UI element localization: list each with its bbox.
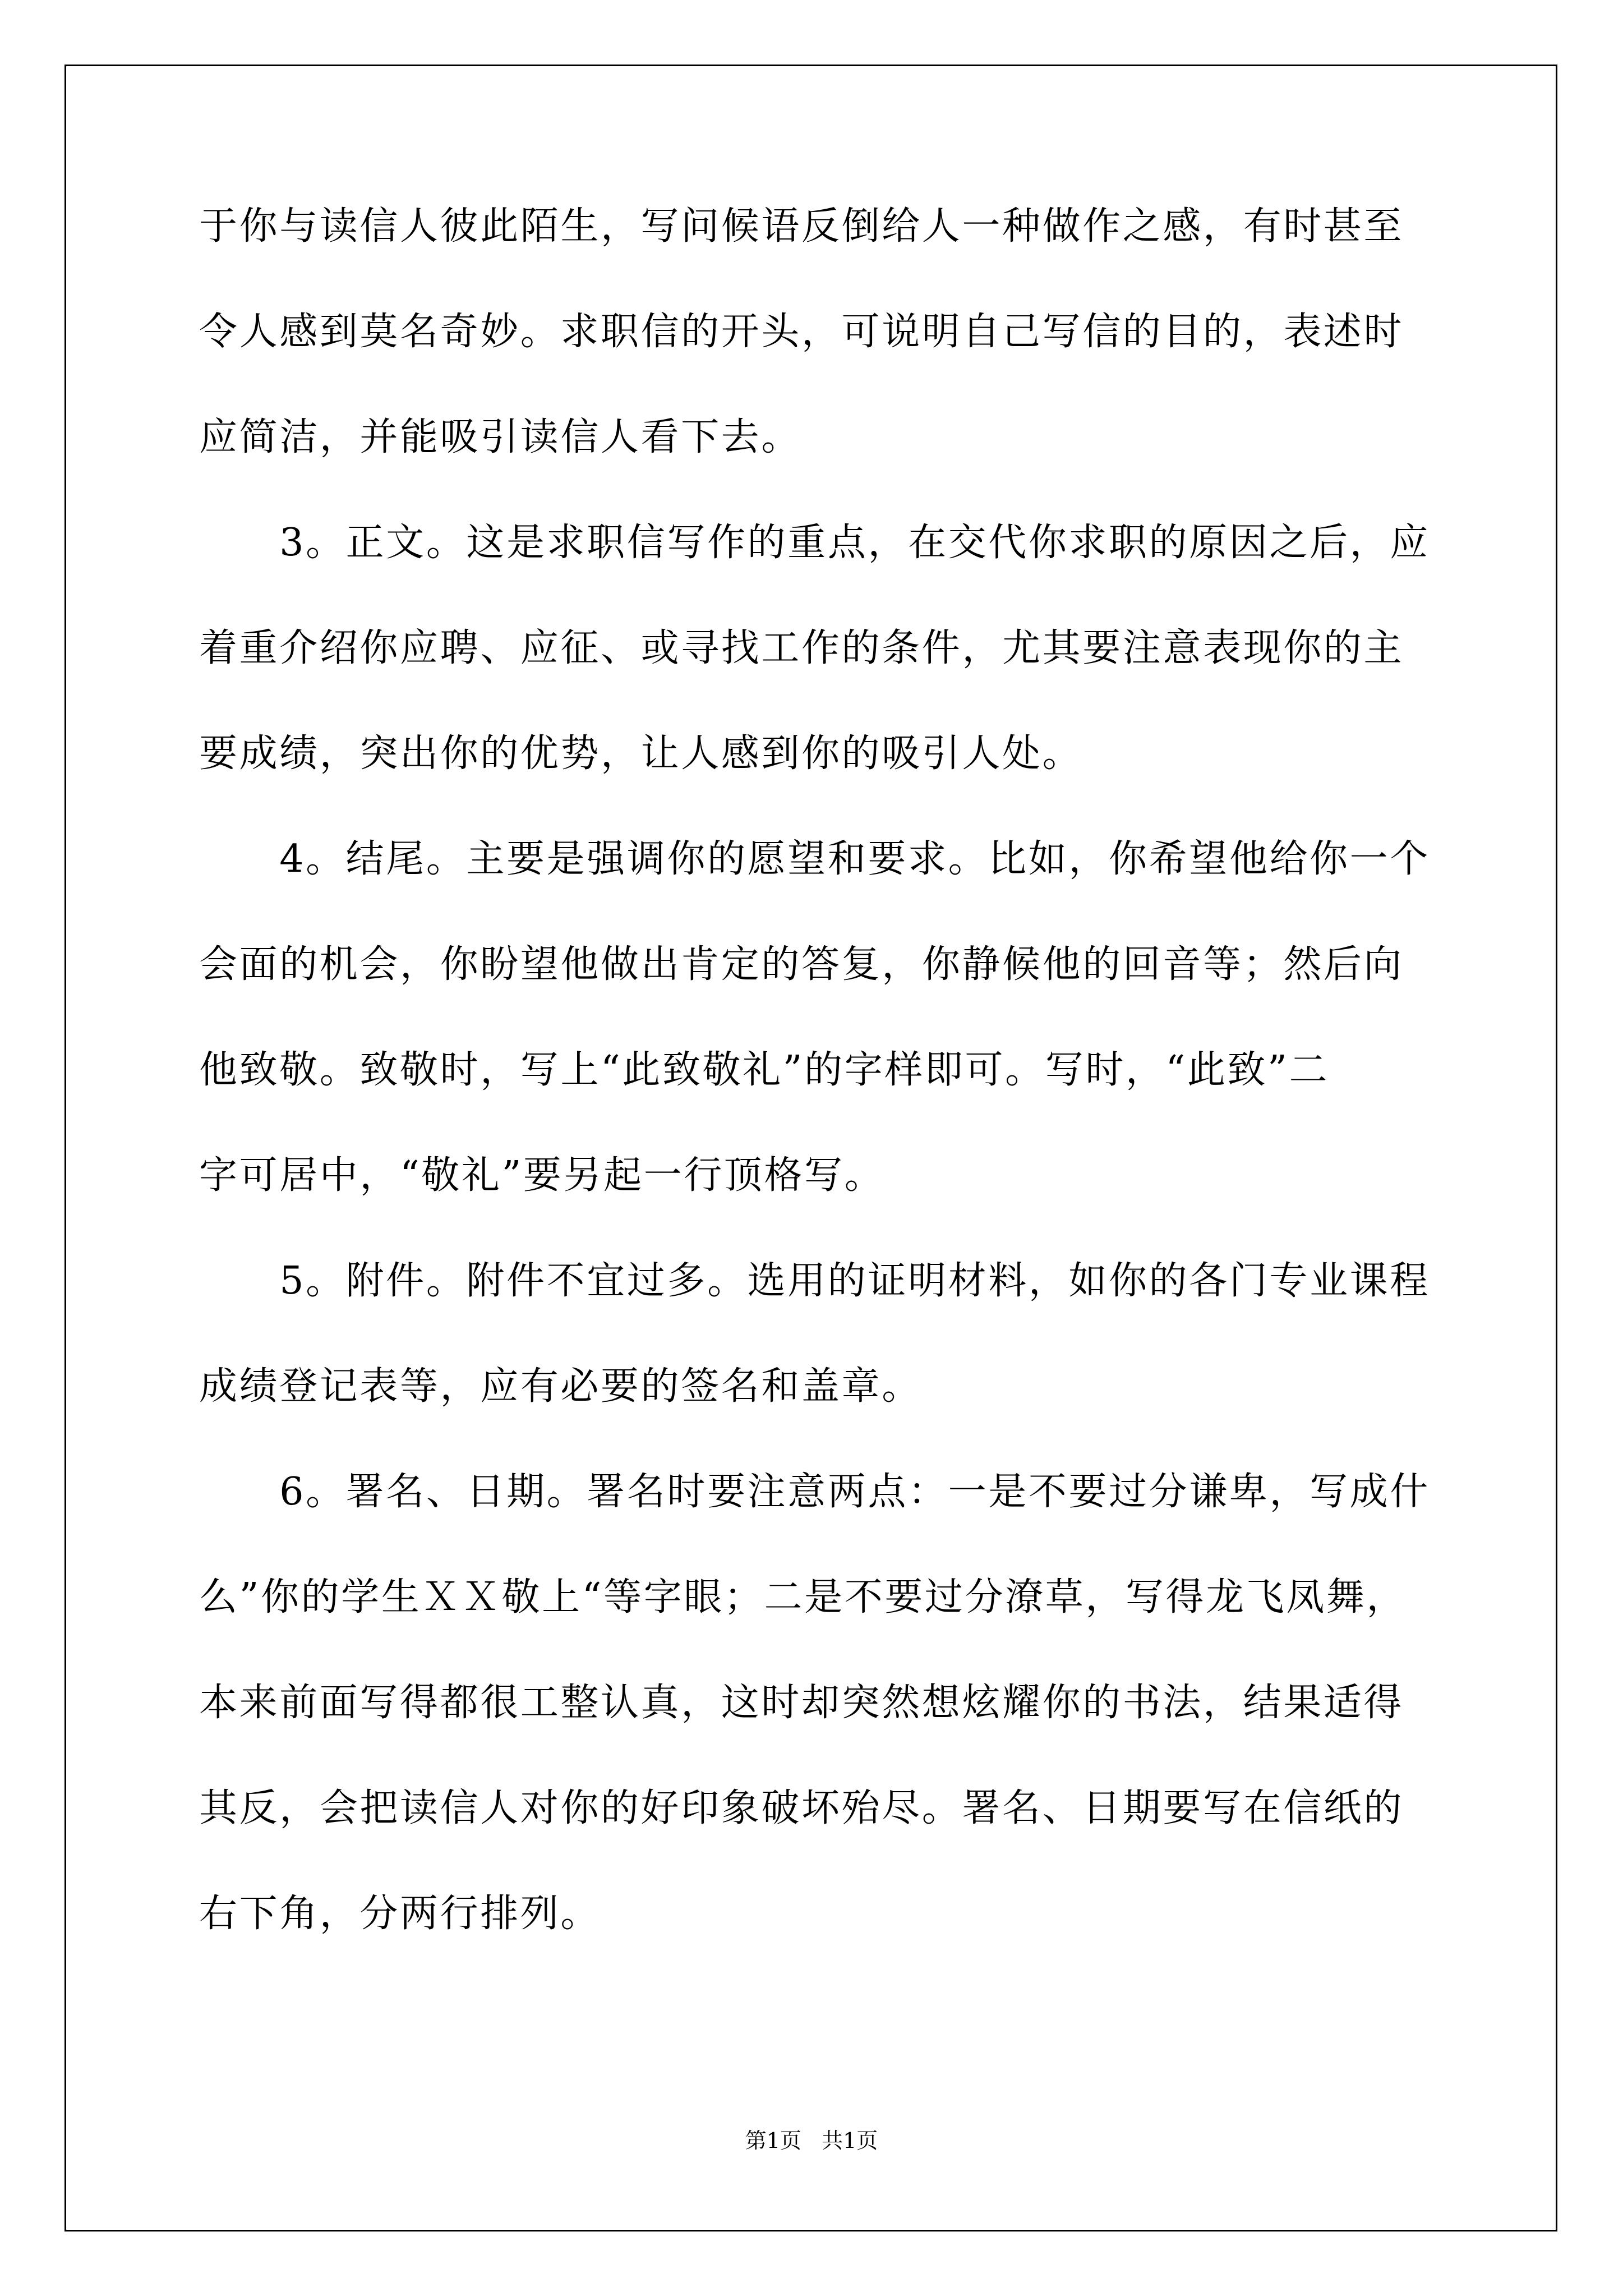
text-line: 6。署名、日期。署名时要注意两点：一是不要过分谦卑，写成什 (199, 1470, 1430, 1514)
page-number: 第1页 共1页 (745, 2128, 878, 2153)
text-line: 本来前面写得都很工整认真，这时却突然想炫耀你的书法，结果适得 (199, 1681, 1404, 1725)
text-line: 3。正文。这是求职信写作的重点，在交代你求职的原因之后，应 (199, 521, 1430, 565)
text-line: 令人感到莫名奇妙。求职信的开头，可说明自己写信的目的，表述时 (199, 310, 1404, 354)
text-line: 4。结尾。主要是强调你的愿望和要求。比如，你希望他给你一个 (199, 837, 1430, 881)
page-footer (0, 2129, 1623, 2152)
text-line: 其反，会把读信人对你的好印象破坏殆尽。署名、日期要写在信纸的 (199, 1786, 1404, 1830)
text-line: 5。附件。附件不宜过多。选用的证明材料，如你的各门专业课程 (199, 1259, 1430, 1303)
text-line: 右下角，分两行排列。 (199, 1892, 601, 1936)
document-body (199, 204, 1455, 2000)
text-line: 他致敬。致敬时，写上“此致敬礼”的字样即可。写时，“此致”二 (199, 1048, 1330, 1092)
text-line: 字可居中，“敬礼”要另起一行顶格写。 (199, 1153, 885, 1198)
text-line: 应简洁，并能吸引读信人看下去。 (199, 415, 802, 459)
text-line: 着重介绍你应聘、应征、或寻找工作的条件，尤其要注意表现你的主 (199, 626, 1404, 670)
text-line: 会面的机会，你盼望他做出肯定的答复，你静候他的回音等；然后向 (199, 942, 1404, 987)
text-line: 成绩登记表等，应有必要的签名和盖章。 (199, 1364, 922, 1409)
text-line: 要成绩，突出你的优势，让人感到你的吸引人处。 (199, 731, 1083, 776)
text-line: 于你与读信人彼此陌生，写问候语反倒给人一种做作之感，有时甚至 (199, 204, 1404, 249)
text-line: 么”你的学生ＸＸ敬上“等字眼；二是不要过分潦草，写得龙飞凤舞， (199, 1575, 1407, 1619)
